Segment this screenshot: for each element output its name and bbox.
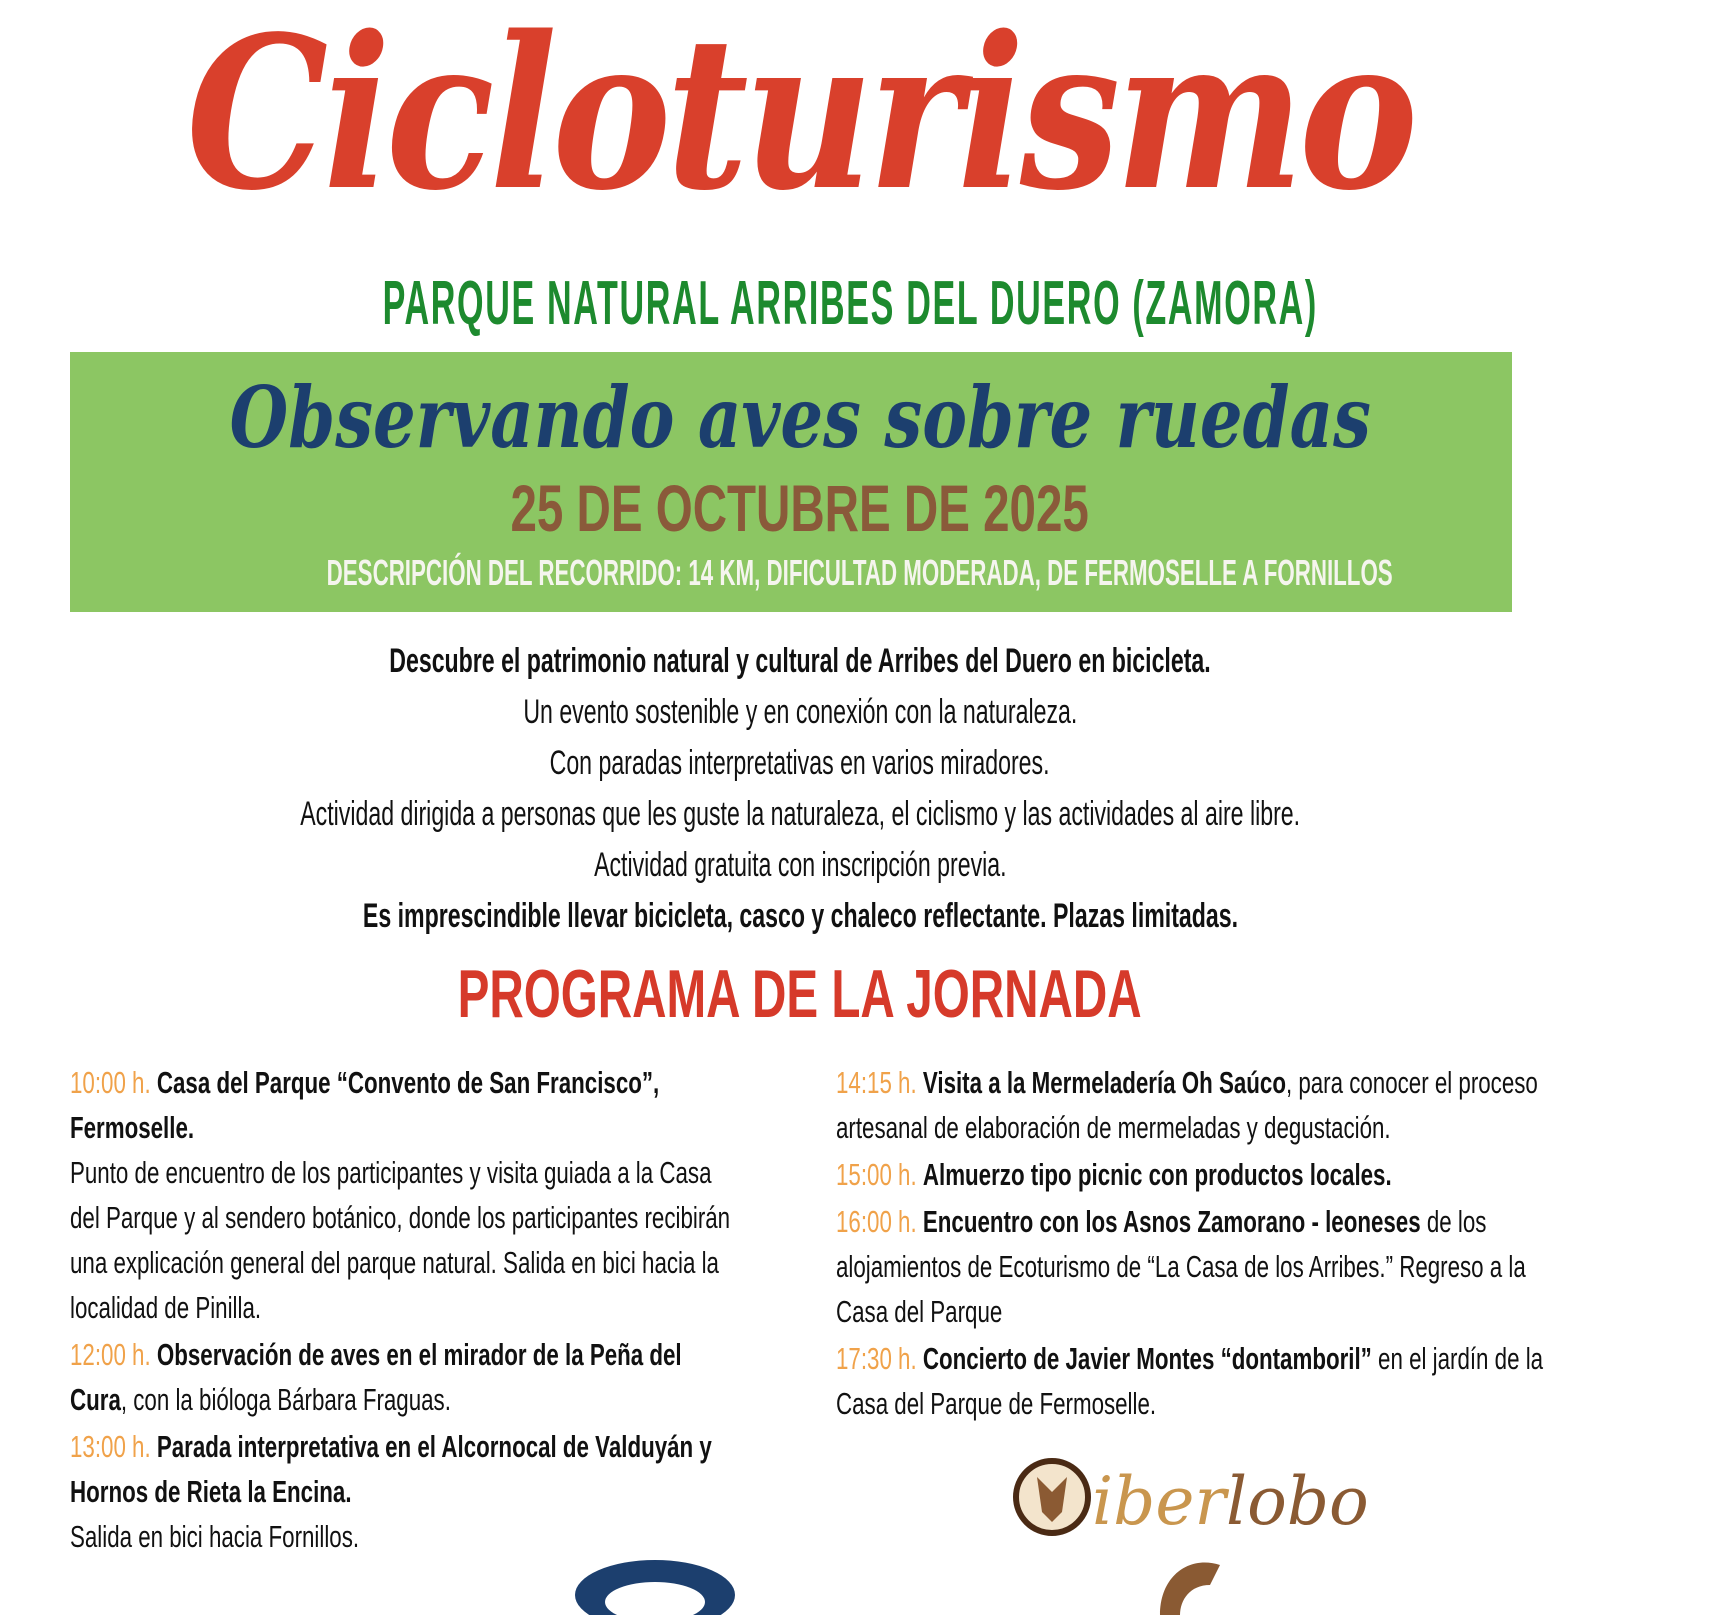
intro-line: Con paradas interpretativas en varios miradores. xyxy=(550,744,1050,782)
intro-line: Actividad gratuita con inscripción previa. xyxy=(593,846,1007,884)
event-title: Observando aves sobre ruedas xyxy=(229,368,1371,467)
intro-line: Actividad dirigida a personas que les guste la naturaleza, el ciclismo y las actividades al aire libre. xyxy=(300,795,1300,833)
event-date: 25 DE OCTUBRE DE 2025 xyxy=(510,471,1090,545)
program-heading: PROGRAMA DE LA JORNADA xyxy=(457,956,1143,1032)
iberlobo-wordmark: iberlobo xyxy=(1092,1463,1369,1540)
partner-logo-blue xyxy=(570,1550,740,1610)
intro-line: Es imprescindible llevar bicicleta, casco y chaleco reflectante. Plazas limitadas. xyxy=(362,897,1238,935)
program-item: 17:30 h. Concierto de Javier Montes “dontamboril” en el jardín de la Casa del Parque de Fermoselle. xyxy=(836,1341,1544,1421)
poster-title: Cicloturismo xyxy=(186,0,1414,237)
program-item: 13:00 h. Parada interpretativa en el Alcornocal de Valduyán y Hornos de Rieta la Encina. Salida en bici hacia Fornillos. xyxy=(70,1429,712,1554)
program-item: 14:15 h. Visita a la Mermeladería Oh Saúco, para conocer el proceso artesanal de elaboración de mermeladas y degustación. xyxy=(836,1065,1538,1145)
program-item: 15:00 h. Almuerzo tipo picnic con productos locales. xyxy=(836,1157,1392,1192)
program-column-right xyxy=(836,1060,1556,1428)
iberlobo-logo xyxy=(1012,1452,1369,1542)
intro-text xyxy=(0,636,1600,942)
poster-subtitle: PARQUE NATURAL ARRIBES DEL DUERO (ZAMORA) xyxy=(382,269,1318,338)
program-column-left xyxy=(70,1060,743,1561)
route-description: DESCRIPCIÓN DEL RECORRIDO: 14 KM, DIFICULTAD MODERADA, DE FERMOSELLE A FORNILLOS xyxy=(326,552,1393,593)
program-item: 16:00 h. Encuentro con los Asnos Zamorano - leoneses de los alojamientos de Ecoturismo de “La Casa de los Arribes.” Regreso a la Casa del Parque xyxy=(836,1204,1526,1329)
intro-line: Descubre el patrimonio natural y cultural de Arribes del Duero en bicicleta. xyxy=(389,642,1211,680)
program-item: 12:00 h. Observación de aves en el mirador de la Peña del Cura, con la bióloga Bárbara Fraguas. xyxy=(70,1337,682,1417)
program-item: 10:00 h. Casa del Parque “Convento de San Francisco”, Fermoselle. Punto de encuentro de los participantes y visita guiada a la Casa del Parque y al sendero botánico, donde los participantes recibirán una explicación general del parque natural. Salida en bici hacia la localidad de Pinilla. xyxy=(70,1065,731,1325)
partner-logo-brown xyxy=(1150,1555,1230,1615)
intro-line: Un evento sostenible y en conexión con la naturaleza. xyxy=(523,693,1077,731)
